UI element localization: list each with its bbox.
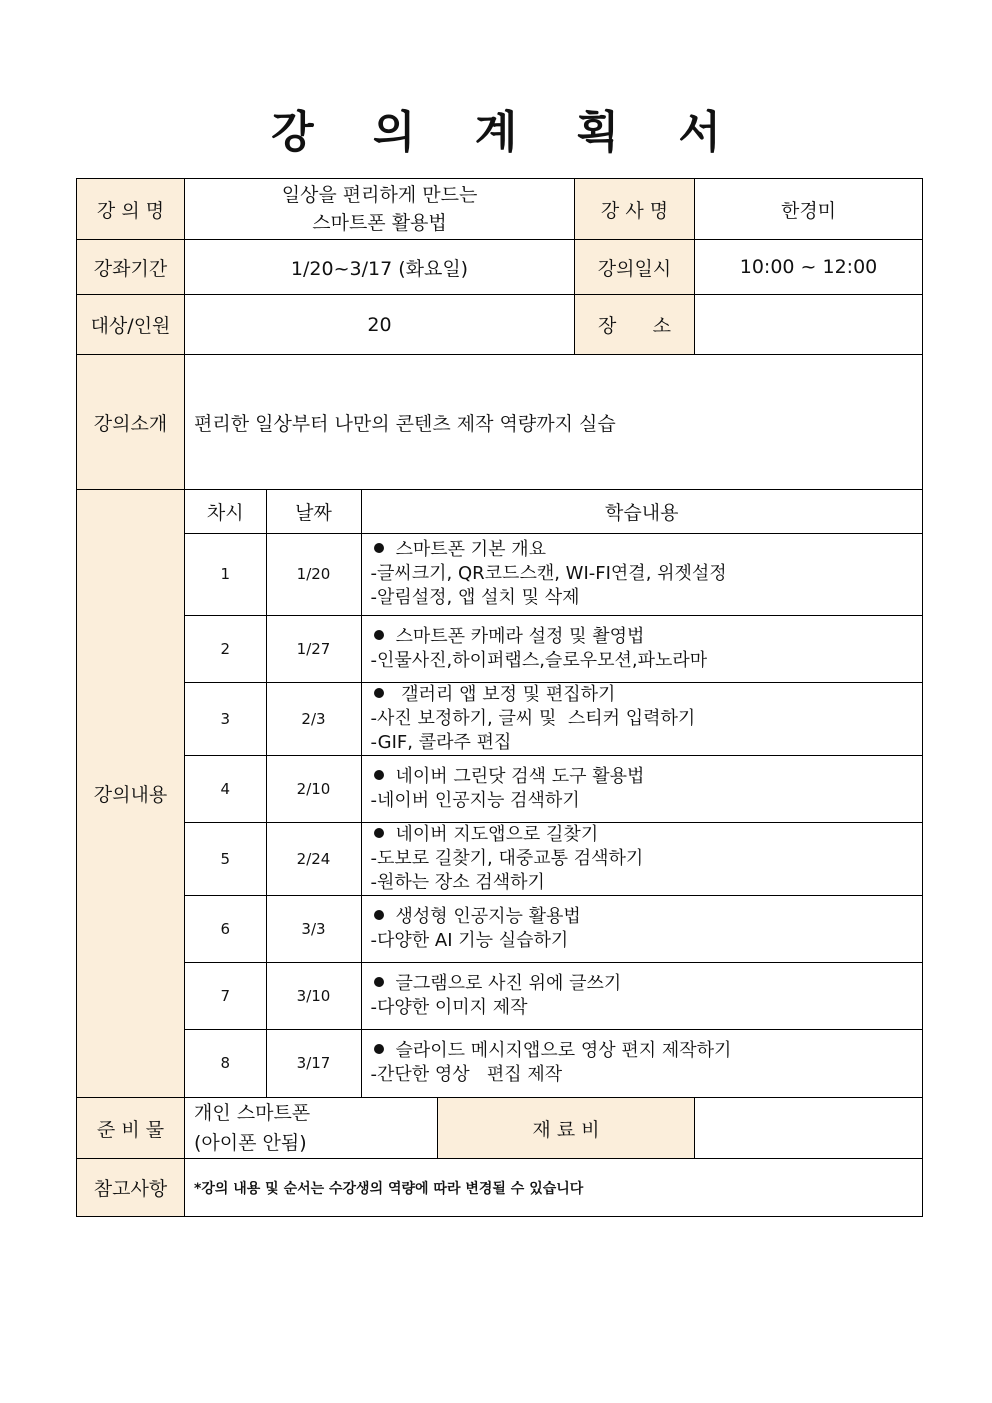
sessions-header-row [185, 490, 922, 533]
session-line-text: -글씨크기, QR코드스캔, WI-FI연결, 위젯설정 [370, 563, 727, 584]
header-content: 학습내용 [361, 490, 922, 533]
header-session: 차시 [185, 490, 266, 533]
session-number: 8 [185, 1029, 266, 1097]
intro-label: 강의소개 [77, 355, 185, 490]
session-row [185, 962, 922, 1029]
session-detail [371, 1063, 923, 1087]
session-number: 1 [185, 533, 266, 615]
session-topic [371, 972, 923, 996]
instructor-label: 강 사 명 [575, 179, 695, 240]
session-detail [371, 731, 923, 755]
row-content [77, 490, 923, 1098]
session-line-text: 스마트폰 기본 개요 [395, 539, 547, 560]
bullet-icon [374, 977, 384, 987]
session-content [361, 962, 922, 1029]
session-line-text: -인물사진,하이퍼랩스,슬로우모션,파노라마 [370, 649, 708, 671]
course-name-label: 강 의 명 [77, 179, 185, 240]
bullet-icon [374, 630, 384, 640]
session-content [361, 615, 922, 682]
row-period [77, 240, 923, 295]
fee-value [695, 1098, 923, 1159]
session-line-text: -다양한 이미지 제작 [370, 996, 528, 1018]
session-line-text: -원하는 장소 검색하기 [370, 871, 545, 893]
prep-line2: (아이폰 안됨) [194, 1132, 307, 1154]
session-content [361, 533, 922, 615]
session-topic [371, 538, 923, 562]
session-topic [371, 1039, 923, 1063]
session-line-text: -알림설정, 앱 설치 및 삭제 [370, 587, 580, 608]
time-value: 10:00 ~ 12:00 [695, 240, 923, 295]
session-line-text: 생성형 인공지능 활용법 [395, 905, 581, 927]
session-detail [371, 929, 923, 953]
row-intro [77, 355, 923, 490]
session-line-text: 갤러리 앱 보정 및 편집하기 [395, 683, 616, 705]
session-content [361, 755, 922, 822]
header-date: 날짜 [266, 490, 361, 533]
row-note [77, 1159, 923, 1217]
course-name-value [185, 179, 575, 240]
place-value [695, 295, 923, 355]
lecture-plan-table [76, 178, 923, 1217]
bullet-icon [374, 828, 384, 838]
session-date: 1/27 [266, 615, 361, 682]
session-line-text: 스마트폰 카메라 설정 및 촬영법 [395, 625, 645, 647]
session-detail [371, 871, 923, 895]
sessions-table [185, 490, 922, 1097]
session-line-text: 글그램으로 사진 위에 글쓰기 [395, 972, 622, 994]
content-cell [185, 490, 923, 1098]
session-number: 7 [185, 962, 266, 1029]
bullet-icon [374, 543, 384, 553]
session-date: 3/3 [266, 895, 361, 962]
session-line-text: -네이버 인공지능 검색하기 [370, 789, 580, 811]
row-target [77, 295, 923, 355]
session-content [361, 1029, 922, 1097]
intro-text: 편리한 일상부터 나만의 콘텐츠 제작 역량까지 실습 [185, 355, 923, 490]
time-label: 강의일시 [575, 240, 695, 295]
session-date: 3/10 [266, 962, 361, 1029]
session-content [361, 895, 922, 962]
session-topic [371, 905, 923, 929]
bullet-icon [374, 910, 384, 920]
prep-line1: 개인 스마트폰 [194, 1102, 311, 1124]
session-row [185, 822, 922, 895]
period-label: 강좌기간 [77, 240, 185, 295]
session-line-text: -GIF, 콜라주 편집 [370, 731, 512, 753]
session-row [185, 755, 922, 822]
session-line-text: -도보로 길찾기, 대중교통 검색하기 [370, 847, 644, 869]
session-detail [371, 996, 923, 1020]
bullet-icon [374, 688, 384, 698]
session-date: 2/10 [266, 755, 361, 822]
session-detail [371, 789, 923, 813]
session-number: 5 [185, 822, 266, 895]
session-topic [371, 765, 923, 789]
session-row [185, 533, 922, 615]
session-date: 1/20 [266, 533, 361, 615]
place-label: 장 소 [575, 295, 695, 355]
page-title: 강 의 계 획 서 [271, 107, 743, 158]
session-row [185, 1029, 922, 1097]
period-value: 1/20~3/17 (화요일) [185, 240, 575, 295]
note-text: *강의 내용 및 순서는 수강생의 역량에 따라 변경될 수 있습니다 [185, 1159, 923, 1217]
prep-label: 준 비 물 [77, 1098, 185, 1159]
session-number: 6 [185, 895, 266, 962]
session-content [361, 822, 922, 895]
session-row [185, 682, 922, 755]
row-prep [77, 1098, 923, 1159]
session-number: 3 [185, 682, 266, 755]
session-number: 4 [185, 755, 266, 822]
instructor-value: 한경미 [695, 179, 923, 240]
session-content [361, 682, 922, 755]
session-detail [371, 586, 923, 610]
session-line-text: -다양한 AI 기능 실습하기 [370, 929, 569, 951]
session-line-text: -간단한 영상 편집 제작 [370, 1064, 563, 1086]
row-course-name [77, 179, 923, 240]
target-label: 대상/인원 [77, 295, 185, 355]
note-label: 참고사항 [77, 1159, 185, 1217]
session-detail [371, 562, 923, 586]
bullet-icon [374, 770, 384, 780]
session-topic [371, 823, 923, 847]
session-line-text: 슬라이드 메시지앱으로 영상 편지 제작하기 [395, 1040, 732, 1062]
session-row [185, 895, 922, 962]
session-detail [371, 707, 923, 731]
session-topic [371, 683, 923, 707]
session-line-text: 네이버 지도앱으로 길찾기 [395, 823, 599, 845]
session-detail [371, 649, 923, 673]
session-date: 2/3 [266, 682, 361, 755]
session-number: 2 [185, 615, 266, 682]
course-name-line2: 스마트폰 활용법 [312, 212, 447, 234]
course-name-line1: 일상을 편리하게 만드는 [281, 184, 478, 206]
session-date: 2/24 [266, 822, 361, 895]
session-detail [371, 847, 923, 871]
content-label: 강의내용 [77, 490, 185, 1098]
session-line-text: 네이버 그린닷 검색 도구 활용법 [395, 765, 645, 787]
bullet-icon [374, 1044, 384, 1054]
target-value: 20 [185, 295, 575, 355]
session-topic [371, 625, 923, 649]
prep-value [185, 1098, 438, 1159]
fee-label: 재 료 비 [438, 1098, 695, 1159]
session-date: 3/17 [266, 1029, 361, 1097]
session-row [185, 615, 922, 682]
session-line-text: -사진 보정하기, 글씨 및 스티커 입력하기 [370, 707, 696, 729]
